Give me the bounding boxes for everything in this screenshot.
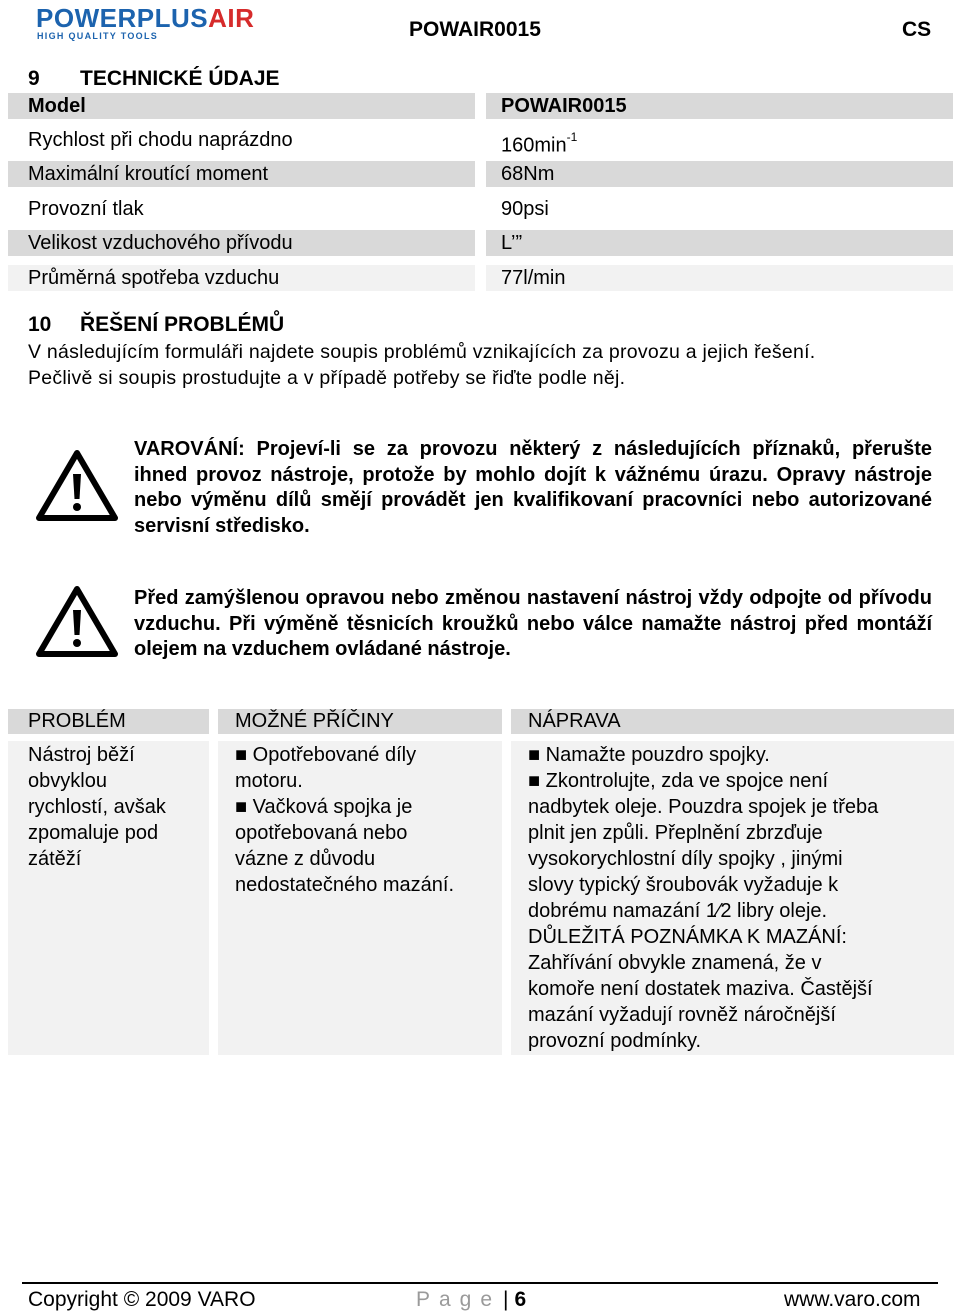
header-model: POWAIR0015: [409, 18, 541, 41]
spec-value: L’”: [486, 230, 953, 256]
problem-column-header: PROBLÉM: [8, 709, 209, 734]
spec-label: Model: [8, 93, 475, 119]
brand-main: POWERPLUS: [36, 3, 209, 33]
spec-label: Průměrná spotřeba vzduchu: [8, 265, 475, 291]
spec-label: Velikost vzduchového přívodu: [8, 230, 475, 256]
spec-value: 68Nm: [486, 161, 953, 187]
cause-line: ■ Vačková spojka je: [235, 796, 413, 818]
cause-cell: [218, 741, 502, 1055]
brand-wordmark: [36, 4, 254, 32]
brand-logo: [36, 3, 276, 41]
problem-line: zátěží: [28, 848, 82, 870]
remedy-line: slovy typický šroubovák vyžaduje k: [528, 874, 839, 896]
brand-tagline: HIGH QUALITY TOOLS: [37, 31, 159, 41]
cause-line: vázne z důvodu: [235, 848, 376, 870]
cause-line: motoru.: [235, 770, 303, 792]
remedy-line: nadbytek oleje. Pouzdra spojek je třeba: [528, 796, 879, 818]
remedy-column-header: NÁPRAVA: [511, 709, 954, 734]
spec-section-number: 9: [28, 67, 40, 90]
header-language: CS: [902, 18, 932, 41]
spec-section-title: TECHNICKÉ ÚDAJE: [80, 67, 280, 90]
remedy-line: provozní podmínky.: [528, 1030, 702, 1052]
remedy-line: ■ Namažte pouzdro spojky.: [528, 744, 770, 766]
footer-divider: [22, 1282, 938, 1284]
remedy-cell: [511, 741, 954, 1055]
warning-triangle-icon: [36, 450, 118, 522]
footer-page-separator: |: [503, 1288, 509, 1311]
remedy-line: Zahřívání obvykle znamená, že v: [528, 952, 822, 974]
remedy-line: DŮLEŽITÁ POZNÁMKA K MAZÁNÍ:: [528, 926, 847, 948]
spec-section-heading: [28, 67, 280, 91]
remedy-line: mazání vyžadují rovněž náročnější: [528, 1004, 836, 1026]
remedy-line: plnit jen způli. Přeplnění zbrzďuje: [528, 822, 823, 844]
footer-page-number: 6: [514, 1288, 527, 1311]
spec-value: 160min: [501, 134, 567, 157]
footer-copyright: Copyright © 2009 VARO: [28, 1288, 256, 1311]
spec-label: Rychlost při chodu naprázdno: [28, 129, 293, 151]
remedy-line: ■ Zkontrolujte, zda ve spojce není: [528, 770, 829, 792]
footer-website: www.varo.com: [784, 1288, 921, 1311]
warning-text: Před zamýšlenou opravou nebo změnou nastavení nástroj vždy odpojte od přívodu vzduchu. Při výměně těsnicích kroužků nebo válce namažte nástroj před montáží olejem na vzduchem ovládané nástroje.: [134, 587, 932, 661]
cause-line: nedostatečného mazání.: [235, 874, 455, 896]
troubleshoot-intro-line: V následujícím formuláři najdete soupis problémů vznikajících za provozu a jejich řešení.: [28, 341, 816, 363]
spec-value: 90psi: [501, 198, 549, 220]
spec-value: 77l/min: [486, 265, 953, 291]
troubleshoot-section-heading: [28, 313, 284, 337]
remedy-line: komoře není dostatek maziva. Častější: [528, 978, 873, 1000]
cause-line: ■ Opotřebované díly: [235, 744, 417, 766]
spec-value: POWAIR0015: [486, 93, 953, 119]
problem-cell: [8, 741, 209, 1055]
troubleshoot-intro-line: Pečlivě si soupis prostudujte a v případě potřeby se řiďte podle něj.: [28, 367, 626, 389]
footer-page-indicator: [416, 1288, 526, 1312]
problem-line: Nástroj běží: [28, 744, 135, 766]
remedy-line: vysokorychlostní díly spojky , jinými: [528, 848, 843, 870]
problem-line: rychlostí, avšak: [28, 796, 166, 818]
troubleshoot-section-title: ŘEŠENÍ PROBLÉMŮ: [80, 313, 285, 336]
troubleshoot-section-number: 10: [28, 313, 52, 336]
warning-text: VAROVÁNÍ: Projeví-li se za provozu některý z následujících příznaků, přerušte ihned provoz nástroje, protože by mohlo dojít k vážnému úrazu. Opravy nástroje nebo výměnu dílů smějí provádět jen kvalifikovaní pracovníci nebo autorizované servisní středisko.: [134, 438, 932, 538]
spec-value-superscript: -1: [566, 130, 578, 144]
spec-value-cell: [486, 127, 953, 157]
brand-air: AIR: [208, 3, 255, 33]
cause-column-header: MOŽNÉ PŘÍČINY: [218, 709, 502, 734]
footer-page-label: Page: [416, 1288, 502, 1311]
spec-label: Provozní tlak: [28, 198, 144, 220]
warning-triangle-icon: [36, 586, 118, 658]
remedy-line: dobrému namazání 1⁄2 libry oleje.: [528, 900, 828, 922]
cause-line: opotřebovaná nebo: [235, 822, 408, 844]
problem-line: obvyklou: [28, 770, 107, 792]
problem-line: zpomaluje pod: [28, 822, 159, 844]
spec-label: Maximální kroutící moment: [8, 161, 475, 187]
